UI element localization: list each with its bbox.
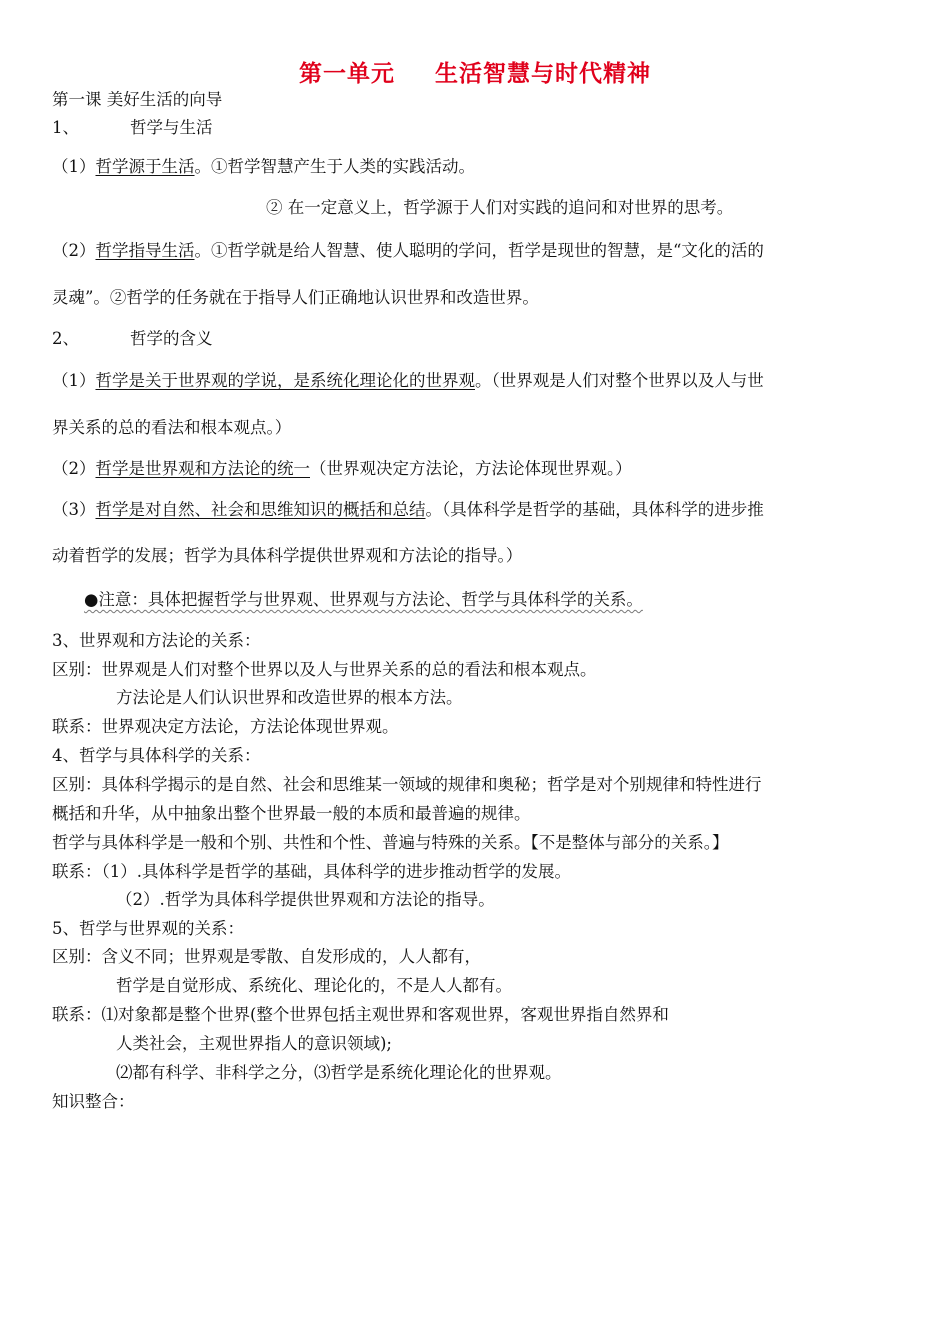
s2-point-1-line2: 界关系的总的看法和根本观点。） [52,418,292,437]
section-3-heading: 3、世界观和方法论的关系： [52,631,261,650]
s5-line-4: 人类社会，主观世界指人的意识领域); [116,1034,392,1053]
section-1-title: 哲学与生活 [130,118,213,137]
section-5-heading: 5、哲学与世界观的关系： [52,919,244,938]
s5-line-2: 哲学是自觉形成、系统化、理论化的，不是人人都有。 [116,976,512,995]
s4-line-2: 概括和升华，从中抽象出整个世界最一般的本质和最普遍的规律。 [52,804,531,823]
title-unit: 第一单元 [299,60,395,87]
s4-line-3: 哲学与具体科学是一般和个别、共性和个性、普遍与特殊的关系。【不是整体与部分的关系。】 [52,833,729,852]
s2-point-2: （2）哲学是世界观和方法论的统一（世界观决定方法论，方法论体现世界观。） [52,459,632,478]
s3-line-2: 方法论是人们认识世界和改造世界的根本方法。 [116,688,463,707]
section-2-heading [52,329,213,349]
s2-point-3: （3）哲学是对自然、社会和思维知识的概括和总结。（具体科学是哲学的基础，具体科学的进步推 [52,500,764,519]
s2-note: ●注意：具体把握哲学与世界观、世界观与方法论、哲学与具体科学的关系。 [84,590,643,609]
s5-line-3: 联系：⑴对象都是整个世界(整个世界包括主观世界和客观世界，客观世界指自然界和 [52,1005,669,1024]
section-2-title: 哲学的含义 [130,329,213,348]
s2-point-3-line2: 动着哲学的发展；哲学为具体科学提供世界观和方法论的指导。） [52,546,523,565]
s1-point-1-key: 哲学源于生活 [95,157,195,176]
s1-point-1: （1）哲学源于生活。①哲学智慧产生于人类的实践活动。 [52,157,475,176]
lesson-heading: 第一课 美好生活的向导 [52,90,223,109]
s5-line-5: ⑵都有科学、非科学之分，⑶哲学是系统化理论化的世界观。 [116,1063,562,1082]
knowledge-integration-heading: 知识整合： [52,1092,135,1111]
s2-point-3-key: 哲学是对自然、社会和思维知识的概括和总结 [95,500,426,519]
page-title [0,55,950,88]
s2-point-2-key: 哲学是世界观和方法论的统一 [95,459,310,478]
s4-line-5: （2）.哲学为具体科学提供世界观和方法论的指导。 [116,890,495,909]
title-topic: 生活智慧与时代精神 [435,60,651,87]
s1-point-2: （2）哲学指导生活。①哲学就是给人智慧、使人聪明的学问，哲学是现世的智慧，是“文化的活的 [52,241,764,260]
section-1-number: 1、 [52,118,79,137]
s1-point-2-key: 哲学指导生活 [95,241,195,260]
s4-line-1: 区别：具体科学揭示的是自然、社会和思维某一领域的规律和奥秘；哲学是对个别规律和特性进行 [52,775,762,794]
s5-line-1: 区别：含义不同；世界观是零散、自发形成的，人人都有， [52,947,481,966]
s4-line-4: 联系：（1）.具体科学是哲学的基础，具体科学的进步推动哲学的发展。 [52,862,571,881]
s1-point-2-line2: 灵魂”。②哲学的任务就在于指导人们正确地认识世界和改造世界。 [52,288,539,307]
section-2-number: 2、 [52,329,79,348]
s1-point-1-line2: ② 在一定意义上，哲学源于人们对实践的追问和对世界的思考。 [266,198,734,217]
s3-line-3: 联系：世界观决定方法论，方法论体现世界观。 [52,717,399,736]
s2-point-1: （1）哲学是关于世界观的学说，是系统化理论化的世界观。（世界观是人们对整个世界以及人与世 [52,371,764,390]
s3-line-1: 区别：世界观是人们对整个世界以及人与世界关系的总的看法和根本观点。 [52,660,597,679]
s2-point-1-key: 哲学是关于世界观的学说，是系统化理论化的世界观 [95,371,475,390]
section-1-heading [52,118,213,138]
section-4-heading: 4、哲学与具体科学的关系： [52,746,261,765]
